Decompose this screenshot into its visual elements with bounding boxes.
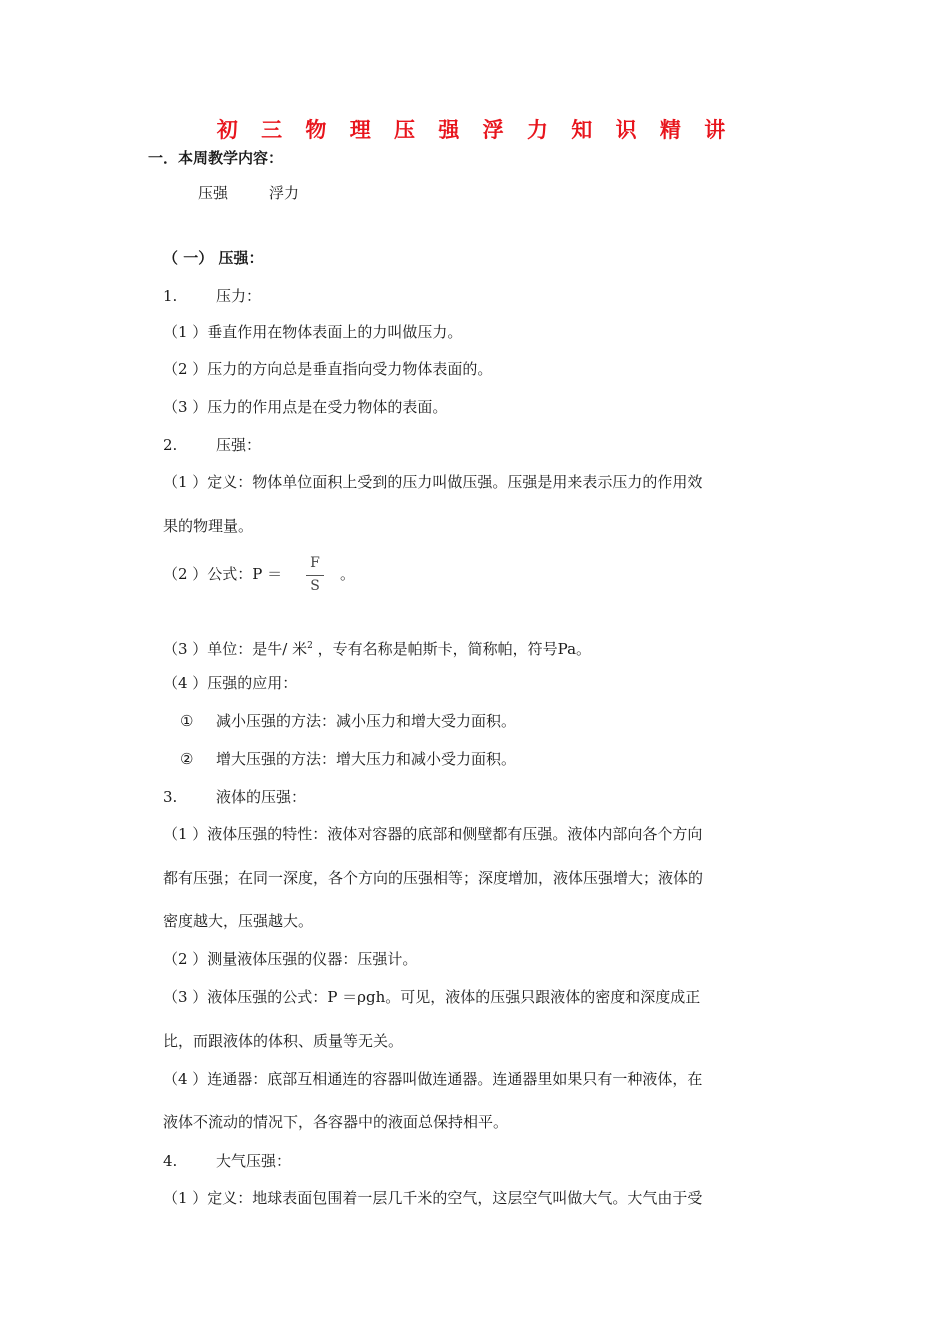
item-label: 压力： bbox=[216, 287, 262, 305]
list-marker: ① bbox=[180, 712, 194, 730]
topic-pressure: 压强 bbox=[198, 184, 229, 202]
topic-buoyancy: 浮力 bbox=[269, 184, 300, 202]
unit-text-b: ，专有名称是帕斯卡，简称帕，符号Pa。 bbox=[312, 640, 592, 658]
paragraph-line: （3 ）压力的作用点是在受力物体的表面。 bbox=[163, 398, 448, 416]
unit-line bbox=[163, 636, 591, 659]
formula-numerator: F bbox=[310, 555, 320, 571]
item-number: 3. bbox=[163, 788, 178, 806]
section-heading: 一．本周教学内容： bbox=[148, 149, 284, 167]
item-label: 液体的压强： bbox=[216, 788, 307, 806]
paragraph-line: （1 ）液体压强的特性：液体对容器的底部和侧壁都有压强。液体内部向各个方向 bbox=[163, 825, 703, 843]
paragraph-line: （2 ）压力的方向总是垂直指向受力物体表面的。 bbox=[163, 360, 493, 378]
formula-suffix: 。 bbox=[340, 565, 356, 583]
formula-prefix: （2 ）公式：P ＝ bbox=[163, 565, 283, 583]
item-label: 大气压强： bbox=[216, 1152, 292, 1170]
paragraph-line: 果的物理量。 bbox=[163, 517, 254, 535]
list-item: 增大压强的方法：增大压力和减小受力面积。 bbox=[216, 750, 517, 768]
paragraph-line: 比，而跟液体的体积、质量等无关。 bbox=[163, 1032, 404, 1050]
unit-superscript: 2 bbox=[307, 641, 313, 651]
paragraph-line: （1 ）定义：物体单位面积上受到的压力叫做压强。压强是用来表示压力的作用效 bbox=[163, 473, 703, 491]
list-marker: ② bbox=[180, 750, 194, 768]
paragraph-line: 密度越大，压强越大。 bbox=[163, 912, 314, 930]
item-number: 1. bbox=[163, 287, 178, 305]
paragraph-line: （4 ）压强的应用： bbox=[163, 674, 298, 692]
item-number: 4. bbox=[163, 1152, 178, 1170]
paragraph-line: （4 ）连通器：底部互相通连的容器叫做连通器。连通器里如果只有一种液体，在 bbox=[163, 1070, 703, 1088]
paragraph-line: （1 ）定义：地球表面包围着一层几千米的空气，这层空气叫做大气。大气由于受 bbox=[163, 1189, 703, 1207]
paragraph-line: 液体不流动的情况下，各容器中的液面总保持相平。 bbox=[163, 1113, 509, 1131]
paragraph-line: （2 ）测量液体压强的仪器：压强计。 bbox=[163, 950, 418, 968]
list-item: 减小压强的方法：减小压力和增大受力面积。 bbox=[216, 712, 517, 730]
fraction-bar bbox=[306, 575, 324, 576]
item-number: 2. bbox=[163, 436, 178, 454]
part-heading: （ 一） 压强： bbox=[163, 249, 264, 267]
formula-denominator: S bbox=[310, 578, 320, 594]
paragraph-line: 都有压强；在同一深度，各个方向的压强相等；深度增加，液体压强增大；液体的 bbox=[163, 869, 704, 887]
paragraph-line: （1 ）垂直作用在物体表面上的力叫做压力。 bbox=[163, 323, 463, 341]
unit-text-a: （3 ）单位：是牛/ 米 bbox=[163, 640, 308, 658]
item-label: 压强： bbox=[216, 436, 262, 454]
document-title: 初 三 物 理 压 强 浮 力 知 识 精 讲 bbox=[216, 118, 734, 142]
paragraph-line: （3 ）液体压强的公式：P ＝ρgh。可见，液体的压强只跟液体的密度和深度成正 bbox=[163, 988, 701, 1006]
